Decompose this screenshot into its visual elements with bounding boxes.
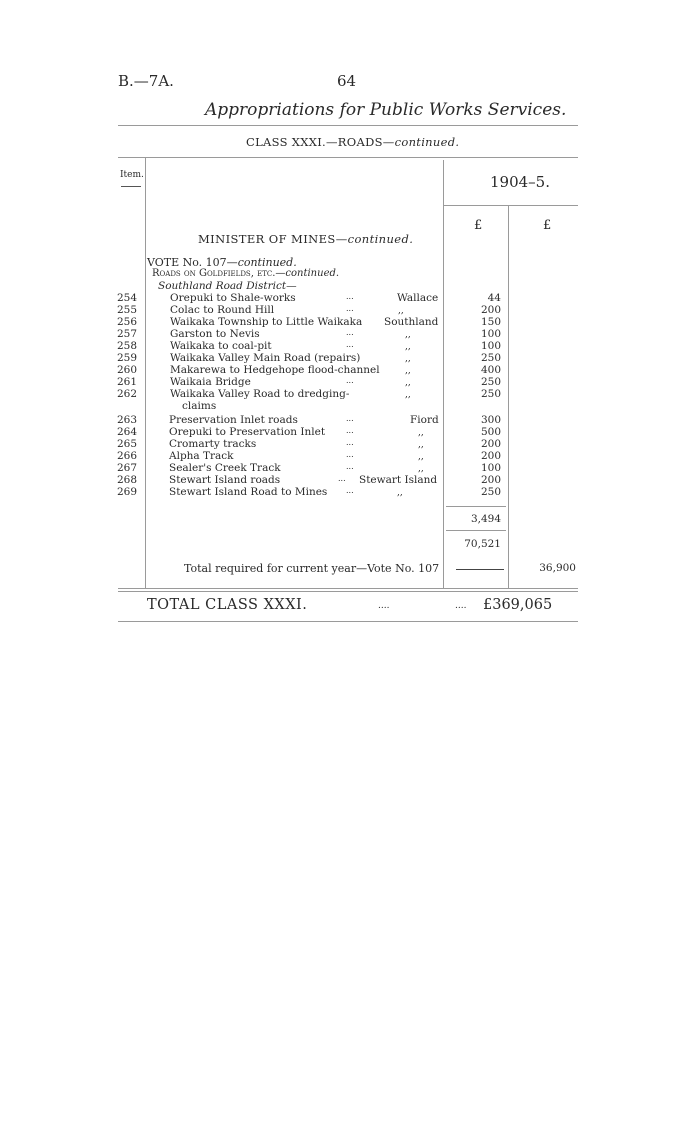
row-dots: ... [346,328,354,337]
row-location-ditto: ,, [418,428,424,438]
row-dots: ... [338,474,346,483]
row-location-ditto: ,, [405,390,411,400]
item-column-header: Item. [120,170,144,180]
district-heading: Southland Road District— [158,280,297,292]
row-dots: ... [346,376,354,385]
vote-total-amount: 36,900 [539,562,576,574]
row-description: Waikaka Township to Little Waikaka [170,316,363,328]
row-dots: ... [346,426,354,435]
document-reference: B.—7A. [118,72,174,90]
vote-line-continued: continued. [237,256,297,269]
row-description-continuation: claims [182,400,217,412]
row-amount: 250 [480,486,501,498]
row-location-ditto: ,, [418,452,424,462]
row-location-ditto: ,, [418,464,424,474]
row-dots: ... [346,340,354,349]
row-amount: 100 [480,340,501,352]
page-title: Appropriations for Public Works Services. [205,100,567,120]
item-column-divider [145,157,146,589]
row-item-number: 261 [117,376,138,388]
row-amount: 44 [487,292,501,304]
row-amount: 200 [480,474,501,486]
row-item-number: 258 [117,340,138,352]
row-description: Colac to Round Hill [170,304,275,316]
class-total-dots-2: .... [455,601,467,611]
table-top-rule [118,157,578,158]
row-item-number: 254 [117,292,138,304]
running-total-rule [446,530,506,531]
row-amount: 200 [480,438,501,450]
section-heading-continued: continued. [347,232,414,246]
row-location: Southland [384,316,439,328]
class-total-label: TOTAL CLASS XXXI. [147,597,308,613]
subheading-main: Roads on Goldfields, etc.— [152,268,286,279]
row-amount: 250 [480,388,501,400]
row-amount: 150 [480,316,501,328]
row-amount: 250 [480,352,501,364]
row-description: Waikaka to coal-pit [170,340,272,352]
row-location-ditto: ,, [405,342,411,352]
currency-symbol-totals: £ [543,218,552,233]
subtotal-amount: 3,494 [470,513,501,525]
row-item-number: 267 [117,462,138,474]
row-amount: 200 [480,450,501,462]
vote-line-main: VOTE No. 107— [147,256,238,269]
amount-column-divider [508,206,509,589]
table-bottom-rule-2 [118,591,578,592]
row-item-number: 255 [117,304,138,316]
table-bottom-rule [118,588,578,589]
section-heading-main: MINISTER OF MINES— [198,232,348,246]
row-description: Waikaia Bridge [170,376,251,388]
row-item-number: 265 [117,438,138,450]
page-bottom-rule [118,621,578,622]
row-dots: ... [346,450,354,459]
row-item-number: 256 [117,316,138,328]
row-description: Waikaka Valley Road to dredging- [170,388,350,400]
subtotal-rule [446,506,506,507]
class-total-amount: £369,065 [483,597,553,613]
row-dots: ... [346,304,354,313]
row-description: Orepuki to Shale-works [170,292,296,304]
item-header-underline [121,186,141,187]
row-location-ditto: ,, [405,354,411,364]
row-item-number: 262 [117,388,138,400]
row-item-number: 269 [117,486,138,498]
row-location: Fiord [410,414,439,426]
row-location-ditto: ,, [405,330,411,340]
row-location-ditto: ,, [418,440,424,450]
row-description: Waikaka Valley Main Road (repairs) [170,352,361,364]
row-description: Stewart Island roads [169,474,281,486]
row-description: Sealer's Creek Track [169,462,281,474]
row-amount: 100 [480,328,501,340]
row-location-ditto: ,, [405,366,411,376]
class-total-dots-1: .... [378,601,390,611]
row-description: Makarewa to Hedgehope flood-channel [170,364,380,376]
details-column-divider [443,160,444,589]
row-dots: ... [346,486,354,495]
row-amount: 400 [480,364,501,376]
class-heading [246,135,459,149]
class-heading-continued: continued. [394,135,460,149]
row-location-ditto: ,, [397,488,403,498]
row-location: Wallace [397,292,439,304]
row-amount: 500 [480,426,501,438]
row-dots: ... [346,292,354,301]
subheading-continued: continued. [285,268,340,279]
row-description: Stewart Island Road to Mines [169,486,328,498]
row-description: Garston to Nevis [170,328,260,340]
row-dots: ... [346,438,354,447]
row-description: Cromarty tracks [169,438,257,450]
row-item-number: 259 [117,352,138,364]
row-description: Preservation Inlet roads [169,414,298,426]
row-description: Alpha Track [169,450,234,462]
row-location-ditto: ,, [405,378,411,388]
running-total-amount: 70,521 [464,538,501,550]
title-rule [118,125,578,126]
row-item-number: 266 [117,450,138,462]
row-amount: 100 [480,462,501,474]
class-heading-main: CLASS XXXI.—ROADS— [246,135,395,149]
row-description: Orepuki to Preservation Inlet [169,426,326,438]
year-header-rule [443,205,578,206]
row-dots: ... [346,414,354,423]
vote-total-label [184,562,439,575]
row-amount: 200 [480,304,501,316]
row-item-number: 268 [117,474,138,486]
section-heading [198,232,413,246]
row-amount: 250 [480,376,501,388]
row-item-number: 257 [117,328,138,340]
row-location: Stewart Island [359,474,438,486]
row-item-number: 264 [117,426,138,438]
row-item-number: 260 [117,364,138,376]
currency-symbol-items: £ [474,218,483,233]
vote-total-label-text: Total required for current year—Vote No. 107 [184,562,440,575]
row-item-number: 263 [117,414,138,426]
row-dots: ... [346,462,354,471]
year-column-header: 1904–5. [490,173,550,191]
page-number: 64 [337,72,357,90]
row-location-ditto: ,, [398,306,404,316]
subheading [152,268,339,279]
vote-total-dash [456,569,504,570]
row-amount: 300 [480,414,501,426]
